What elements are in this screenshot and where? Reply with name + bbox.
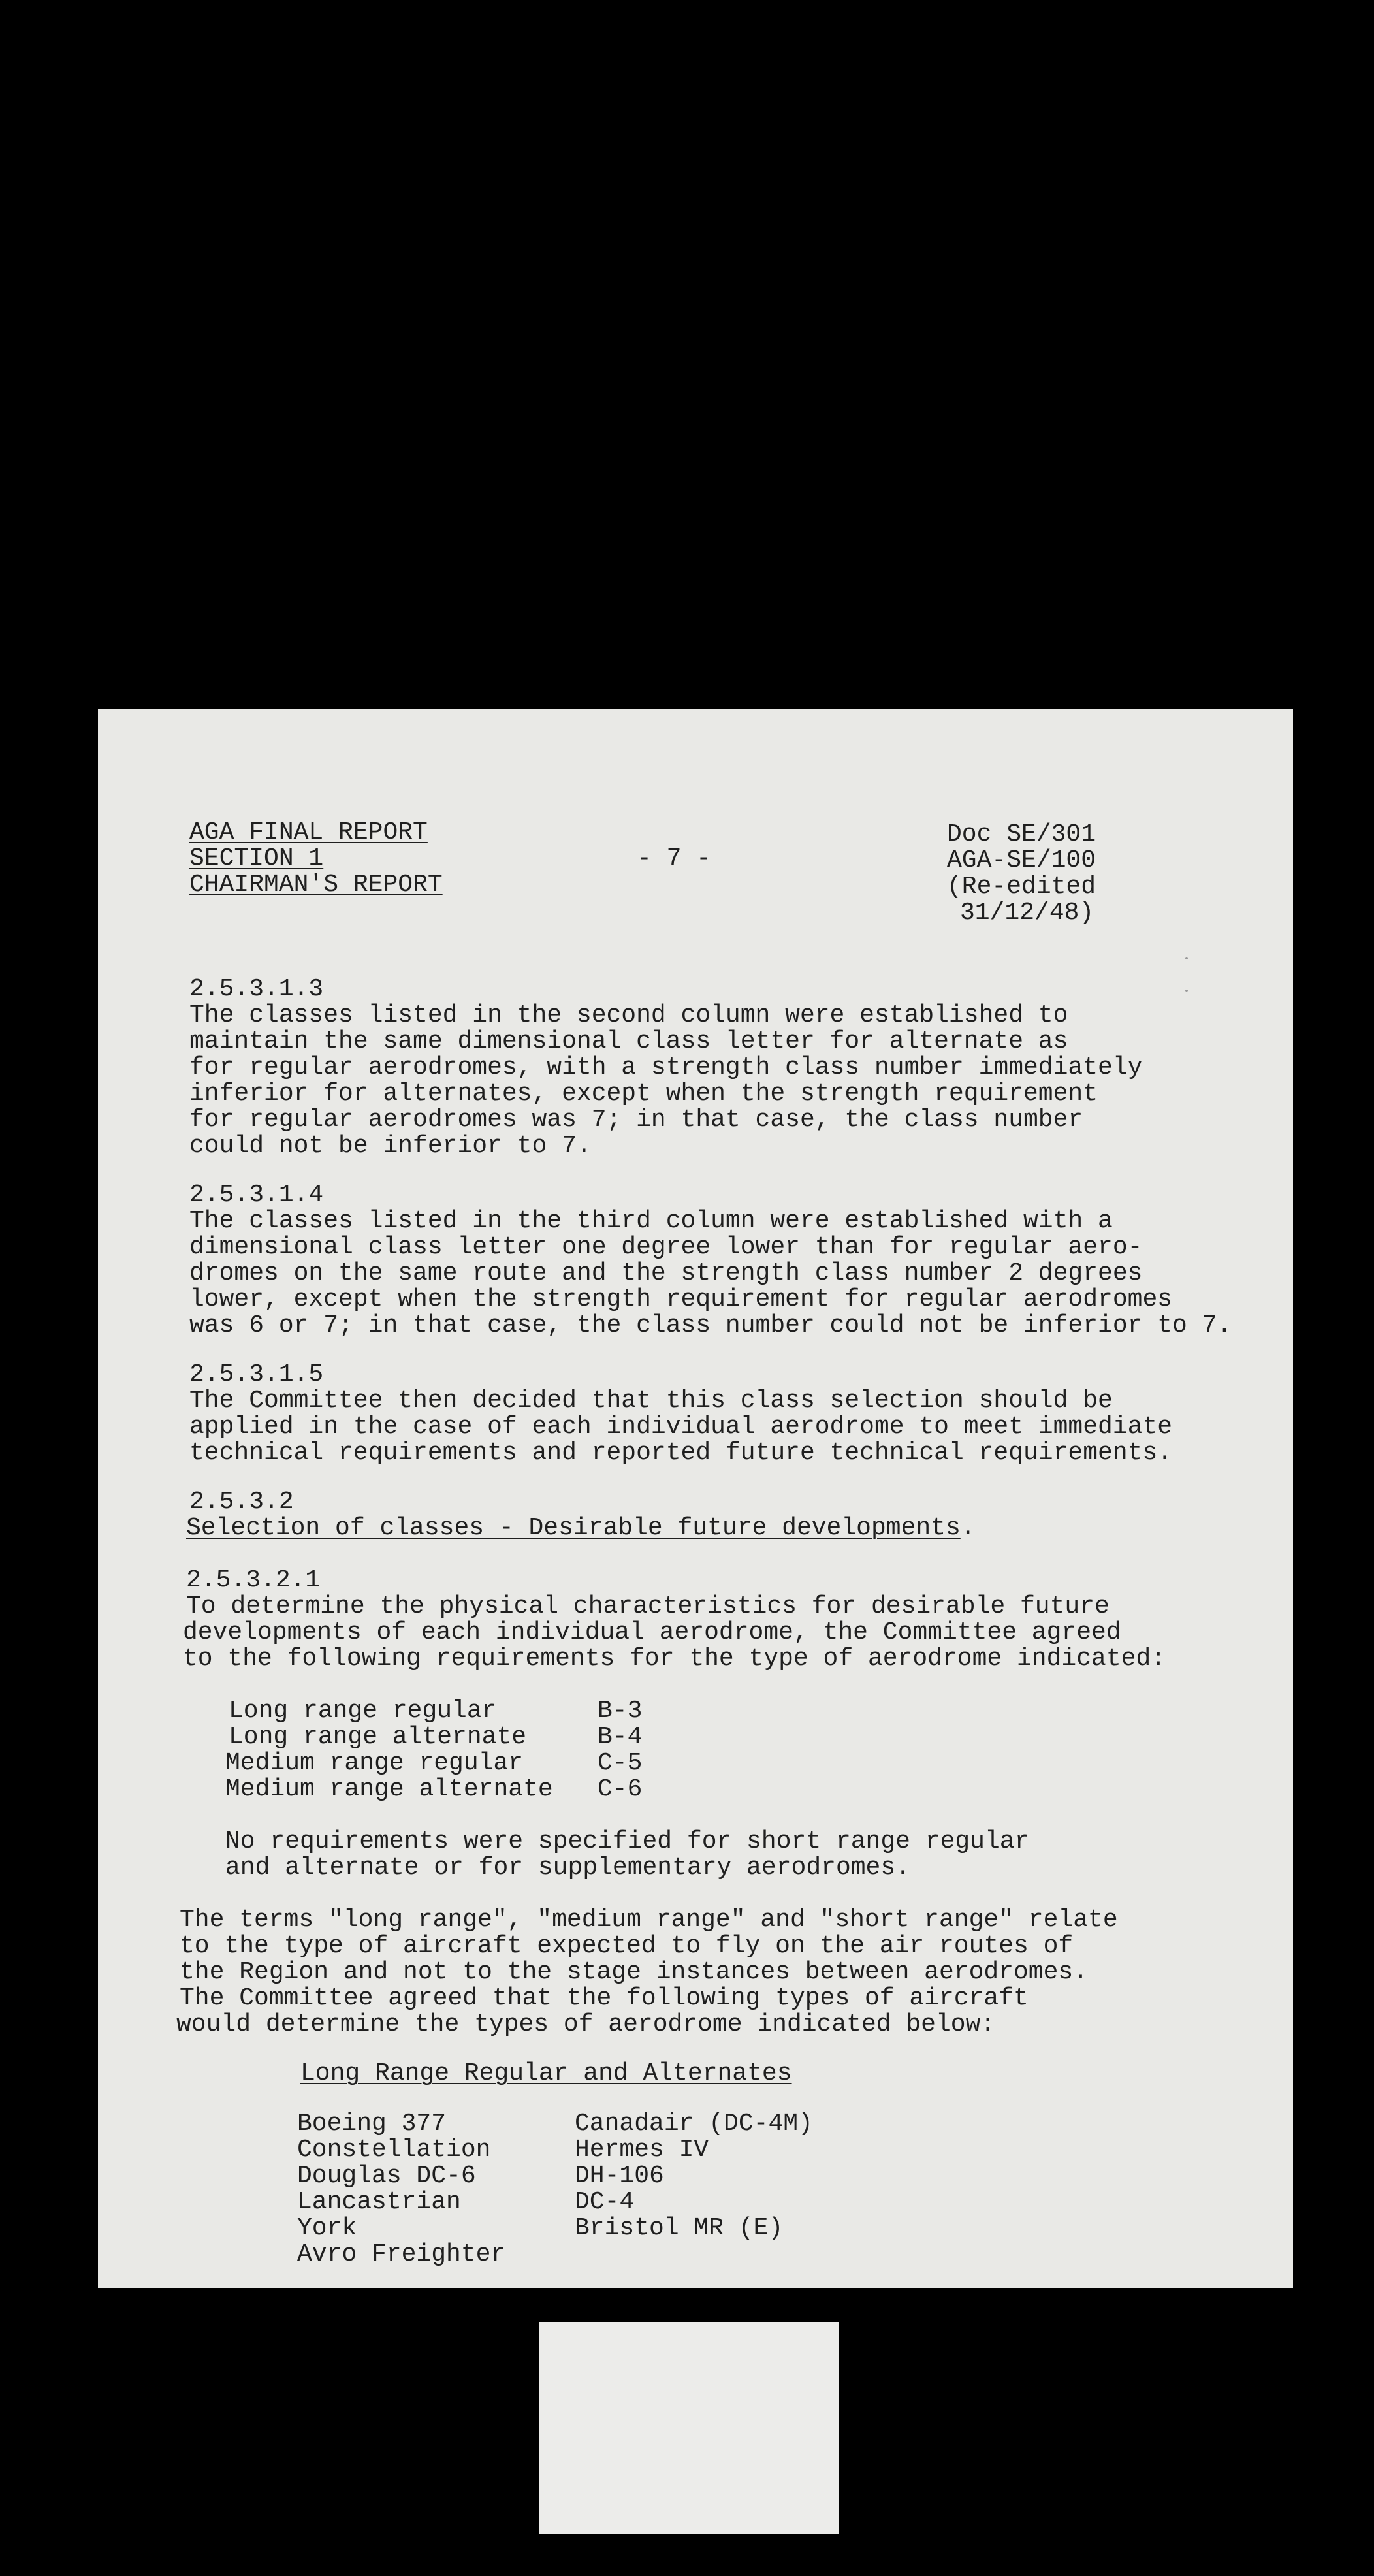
req-type: Long range regular xyxy=(229,1697,497,1725)
header-line-2: SECTION 1 xyxy=(189,845,324,873)
aircraft-item: Lancastrian xyxy=(297,2188,461,2216)
doc-ref-3: (Re-edited xyxy=(947,873,1096,901)
req-class: C-6 xyxy=(598,1775,643,1803)
aircraft-item: Hermes IV xyxy=(575,2136,709,2164)
aircraft-item: Avro Freighter xyxy=(297,2240,506,2268)
para-line: The Committee agreed that the following types of aircraft xyxy=(180,1984,1029,2012)
para-line: could not be inferior to 7. xyxy=(189,1132,592,1160)
para-line: was 6 or 7; in that case, the class number could not be inferior to 7. xyxy=(189,1312,1232,1340)
para-number: 2.5.3.1.4 xyxy=(189,1181,324,1209)
para-line: The classes listed in the third column were established with a xyxy=(189,1207,1113,1235)
para-number: 2.5.3.1.3 xyxy=(189,975,324,1003)
para-line: dromes on the same route and the strength class number 2 degrees xyxy=(189,1259,1143,1287)
para-line: for regular aerodromes was 7; in that case, the class number xyxy=(189,1106,1083,1134)
para-number: 2.5.3.2.1 xyxy=(186,1566,321,1594)
para-line: maintain the same dimensional class letter for alternate as xyxy=(189,1027,1068,1055)
para-line: for regular aerodromes, with a strength class number immediately xyxy=(189,1054,1143,1082)
doc-ref-1: Doc SE/301 xyxy=(947,820,1096,848)
para-line: technical requirements and reported future technical requirements. xyxy=(189,1439,1173,1467)
para-line: To determine the physical characteristics for desirable future xyxy=(186,1592,1110,1620)
req-class: B-3 xyxy=(598,1697,643,1725)
req-type: Long range alternate xyxy=(229,1723,527,1751)
para-line: The classes listed in the second column were established to xyxy=(189,1001,1068,1029)
header-line-1: AGA FINAL REPORT xyxy=(189,818,428,846)
para-number: 2.5.3.1.5 xyxy=(189,1360,324,1389)
aircraft-item: Boeing 377 xyxy=(297,2110,447,2138)
aircraft-item: York xyxy=(297,2214,357,2242)
page-number: - 7 - xyxy=(637,845,712,873)
para-line: developments of each individual aerodrome, the Committee agreed xyxy=(183,1618,1121,1647)
para-line: The terms "long range", "medium range" and "short range" relate xyxy=(180,1906,1118,1934)
section-number: 2.5.3.2 xyxy=(189,1488,294,1516)
para-line: would determine the types of aerodrome indicated below: xyxy=(176,2010,996,2038)
para-line: inferior for alternates, except when the strength requirement xyxy=(189,1080,1098,1108)
header-line-3: CHAIRMAN'S REPORT xyxy=(189,871,443,899)
aircraft-item: DH-106 xyxy=(575,2162,664,2190)
aircraft-item: Constellation xyxy=(297,2136,491,2164)
target-card xyxy=(539,2322,839,2534)
para-line: to the type of aircraft expected to fly on the air routes of xyxy=(180,1932,1074,1960)
aircraft-item: Canadair (DC-4M) xyxy=(575,2110,813,2138)
section-title-period: . xyxy=(960,1514,976,1542)
para-line: applied in the case of each individual aerodrome to meet immediate xyxy=(189,1413,1173,1441)
para-line: dimensional class letter one degree lower than for regular aero- xyxy=(189,1233,1143,1261)
req-class: C-5 xyxy=(598,1749,643,1777)
para-line: the Region and not to the stage instances between aerodromes. xyxy=(180,1958,1089,1986)
doc-ref-4: 31/12/48) xyxy=(960,899,1094,927)
req-type: Medium range alternate xyxy=(225,1775,553,1803)
para-line: to the following requirements for the type of aerodrome indicated: xyxy=(183,1645,1166,1673)
aircraft-item: Douglas DC-6 xyxy=(297,2162,476,2190)
note-line: and alternate or for supplementary aerodromes. xyxy=(225,1854,910,1882)
scan-speck xyxy=(1185,990,1188,992)
section-title xyxy=(186,1515,976,1541)
aircraft-heading: Long Range Regular and Alternates xyxy=(300,2059,792,2087)
para-line: lower, except when the strength requirement for regular aerodromes xyxy=(189,1285,1173,1313)
section-title-text: Selection of classes - Desirable future developments xyxy=(186,1514,961,1542)
scan-speck xyxy=(1185,957,1188,959)
doc-ref-2: AGA-SE/100 xyxy=(947,846,1096,875)
note-line: No requirements were specified for short range regular xyxy=(225,1827,1030,1856)
aircraft-item: Bristol MR (E) xyxy=(575,2214,784,2242)
aircraft-item: DC-4 xyxy=(575,2188,635,2216)
req-type: Medium range regular xyxy=(225,1749,524,1777)
req-class: B-4 xyxy=(598,1723,643,1751)
para-line: The Committee then decided that this class selection should be xyxy=(189,1387,1113,1415)
